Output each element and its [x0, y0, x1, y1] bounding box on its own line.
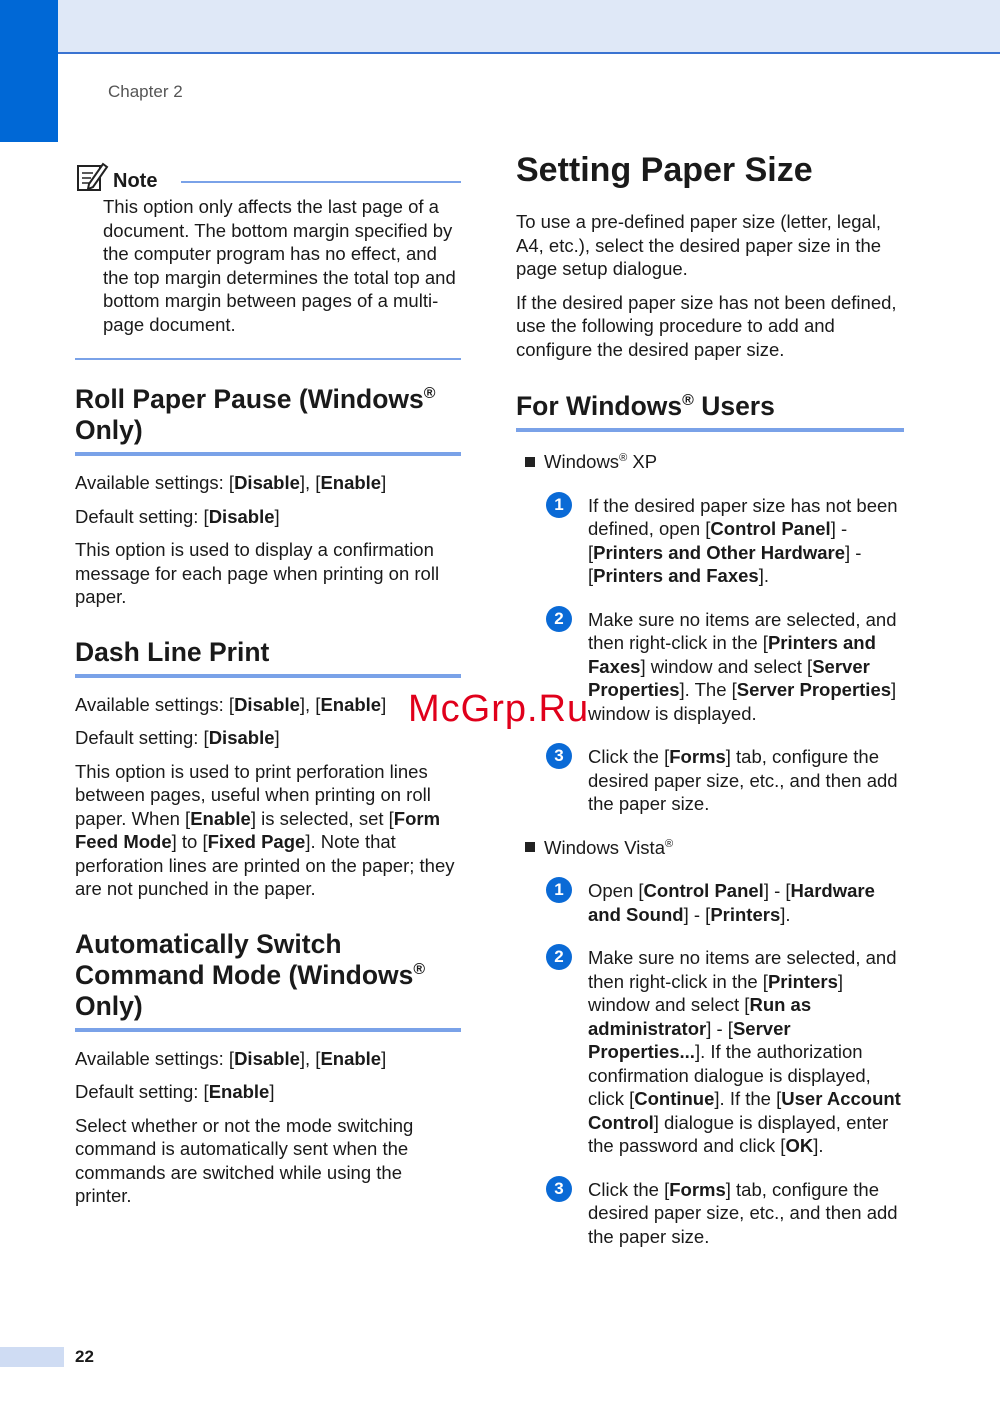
registered-mark: ® [423, 385, 436, 403]
header-band [58, 0, 1000, 54]
auto-switch-heading: Automatically Switch Command Mode (Windows® Only) [75, 928, 426, 1021]
step-number-icon: 3 [546, 1176, 572, 1202]
note-text: This option only affects the last page of a document. The bottom margin specified by the computer program has no effect, and the top margin determines the total top and bottom margin between pages of a multi-page document. [103, 196, 456, 335]
chapter-label: Chapter 2 [108, 82, 183, 101]
registered-mark: ® [682, 392, 694, 410]
xp-step-3: 3 Click the [Forms] tab, configure the desired paper size, etc., and then add the paper size. [546, 745, 904, 816]
step-number-icon: 3 [546, 743, 572, 769]
note-body [103, 195, 461, 336]
bullet-square-icon [525, 457, 535, 467]
page-number: 22 [75, 1347, 94, 1366]
step-number-icon: 2 [546, 606, 572, 632]
available-settings: Available settings: [Disable], [Enable] [75, 1047, 387, 1069]
available-settings: Available settings: [Disable], [Enable] [75, 693, 387, 715]
step-number-icon: 1 [546, 492, 572, 518]
intro-paragraph-1: To use a pre-defined paper size (letter, legal, A4, etc.), select the desired paper size in the page setup dialogue. [516, 211, 882, 279]
default-setting: Default setting: [Enable] [75, 1081, 275, 1102]
xp-step-2: 2 Make sure no items are selected, and then right-click in the [Printers and Faxes] window and select [Server Properties]. The [Server Properties] window is displayed. [546, 608, 904, 726]
xp-step-1: 1 If the desired paper size has not been defined, open [Control Panel] - [Printers and Other Hardware] - [Printers and Faxes]. [546, 494, 904, 588]
vista-step-3: 3 Click the [Forms] tab, configure the desired paper size, etc., and then add the paper size. [546, 1178, 904, 1249]
default-setting: Default setting: [Disable] [75, 727, 280, 748]
left-column [75, 160, 461, 1208]
available-settings: Available settings: [Disable], [Enable] [75, 472, 387, 493]
windows-vista-bullet: Windows Vista® [525, 836, 904, 860]
page-title: Setting Paper Size [516, 151, 813, 189]
chapter-tab-block [0, 0, 58, 142]
windows-xp-bullet: Windows® XP [525, 450, 904, 474]
intro-paragraph-2: If the desired paper size has not been defined, use the following procedure to add and configure the desired paper size. [516, 291, 897, 360]
note-divider [181, 181, 461, 183]
bullet-square-icon [525, 842, 535, 852]
default-setting: Default setting: [Disable] [75, 505, 280, 527]
note-pencil-icon [75, 160, 109, 194]
note-title: Note [113, 169, 158, 192]
dash-line-print-heading: Dash Line Print [75, 636, 270, 667]
auto-switch-description: Select whether or not the mode switching command is automatically sent when the commands are switched while using the printer. [75, 1114, 414, 1206]
watermark: McGrp.Ru [408, 688, 590, 730]
vista-step-2: 2 Make sure no items are selected, and then right-click in the [Printers] window and select [Run as administrator] - [Server Properties...]. If the authorization confirmation dialogue is displayed, click [Continue]. If the [User Account Control] dialogue is displayed, enter the password and click [OK]. [546, 946, 904, 1158]
heading-text: Roll Paper Pause (Windows [75, 384, 424, 414]
heading-text: Only) [75, 415, 143, 445]
note-header [75, 160, 461, 194]
windows-users-heading: For Windows® Users [516, 391, 775, 421]
roll-paper-pause-heading [75, 384, 461, 446]
step-number-icon: 1 [546, 877, 572, 903]
dash-line-description: This option is used to print perforation lines between pages, useful when printing on roll paper. When [Enable] is selected, set [Form Feed Mode] to [Fixed Page]. Note that perforation lines are printed on the paper; they are not punched in the paper. [75, 760, 455, 899]
roll-paper-description: This option is used to display a confirmation message for each page when printing on roll paper. [75, 539, 440, 607]
registered-mark: ® [413, 960, 426, 978]
footer-band [0, 1347, 64, 1367]
step-number-icon: 2 [546, 944, 572, 970]
vista-step-1: 1 Open [Control Panel] - [Hardware and Sound] - [Printers]. [546, 879, 904, 926]
